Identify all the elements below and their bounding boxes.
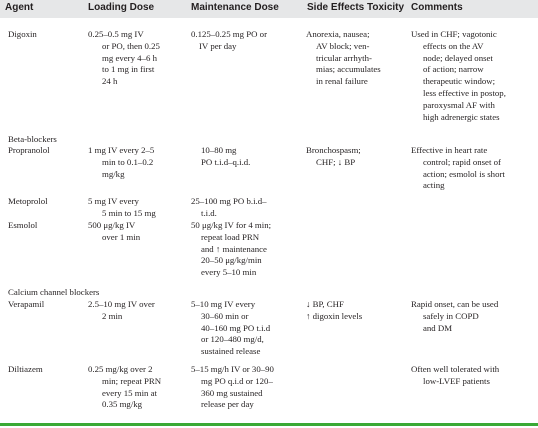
header-loading-dose: Loading Dose [88,2,155,13]
row-verapamil-loading: 2.5–10 mg IV over 2 min [88,299,155,321]
row-digoxin-maintenance: 0.125–0.25 mg PO or IV per day [191,29,267,51]
row-metoprolol-agent: Metoprolol [8,196,48,206]
row-digoxin-loading: 0.25–0.5 mg IV or PO, then 0.25 mg every 4–6 h to 1 mg in first 24 h [88,29,160,87]
header-agent: Agent [5,2,34,13]
row-metoprolol-loading: 5 mg IV every 5 min to 15 mg [88,196,156,218]
row-diltiazem-loading: 0.25 mg/kg over 2 min; repeat PRN every 15 min at 0.35 mg/kg [88,364,162,410]
row-propranolol-agent: Propranolol [8,145,50,155]
row-diltiazem-comments: Often well tolerated with low-LVEF patients [411,364,500,386]
row-digoxin-side-effects: Anorexia, nausea; AV block; ven- tricular arrhyth- mias; accumulates in renal failure [306,29,381,87]
header-comments: Comments [411,2,463,13]
row-propranolol-side-effects: Bronchospasm; CHF; ↓ BP [306,145,361,167]
row-verapamil-maintenance: 5–10 mg IV every 30–60 min or 40–160 mg PO t.i.d or 120–480 mg/d, sustained release [191,299,271,357]
row-diltiazem-agent: Diltiazem [8,364,43,374]
row-propranolol-maintenance: 10–80 mg PO t.i.d–q.i.d. [201,145,251,167]
row-metoprolol-maintenance: 25–100 mg PO b.i.d– t.i.d. [191,196,267,218]
section-calcium-channel-blockers: Calcium channel blockers [8,287,100,297]
header-side-effects: Side Effects Toxicity [307,2,405,13]
row-digoxin-comments: Used in CHF; vagotonic effects on the AV node; delayed onset of action; narrow therapeutic window; less effective in postop, paroxysmal AF with high adrenergic states [411,29,506,122]
row-diltiazem-maintenance: 5–15 mg/h IV or 30–90 mg PO q.i.d or 120– 360 mg sustained release per day [191,364,274,410]
row-propranolol-loading: 1 mg IV every 2–5 min to 0.1–0.2 mg/kg [88,145,155,179]
row-esmolol-loading: 500 μg/kg IV over 1 min [88,220,141,242]
row-propranolol-comments: Effective in heart rate control; rapid onset of action; esmolol is short acting [411,145,505,191]
row-verapamil-comments: Rapid onset, can be used safely in COPD and DM [411,299,499,333]
row-verapamil-agent: Verapamil [8,299,45,309]
header-maintenance-dose: Maintenance Dose [191,2,279,13]
row-digoxin-agent: Digoxin [8,29,37,39]
row-esmolol-agent: Esmolol [8,220,38,230]
bottom-rule [0,423,538,426]
row-esmolol-maintenance: 50 μg/kg IV for 4 min; repeat load PRN and ↑ maintenance 20–50 μg/kg/min every 5–10 min [191,220,272,278]
row-verapamil-side-effects: ↓ BP, CHF ↑ digoxin levels [306,299,363,321]
table-header [0,0,538,18]
section-beta-blockers: Beta-blockers [8,134,57,144]
